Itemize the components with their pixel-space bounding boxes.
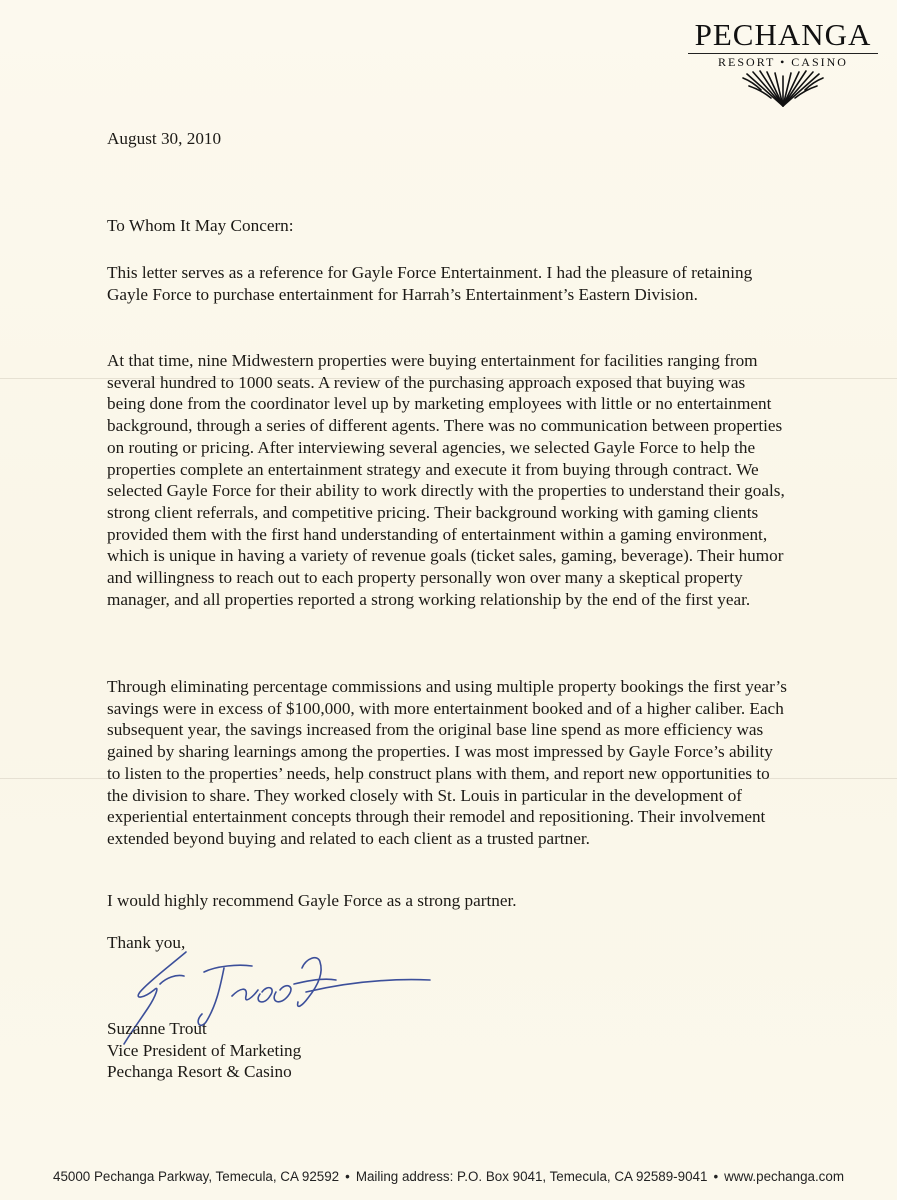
- footer-separator: •: [345, 1169, 350, 1184]
- letterhead-logo: [684, 18, 882, 108]
- footer-mailing-address: Mailing address: P.O. Box 9041, Temecula, CA 92589-9041: [355, 1169, 708, 1184]
- signer-organization: Pechanga Resort & Casino: [107, 1062, 292, 1082]
- signer-title: Vice President of Marketing: [107, 1040, 302, 1060]
- letterhead-name: PECHANGA: [694, 17, 872, 52]
- pechanga-feather-emblem-icon: [733, 70, 833, 108]
- letterhead-subtitle: RESORT • CASINO: [718, 55, 848, 69]
- letter-salutation: To Whom It May Concern:: [107, 216, 294, 235]
- letter-paragraph: At that time, nine Midwestern properties were buying entertainment for facilities ranging from several hundred to 1000 seats. A review of the purchasing approach exposed that buying was being done from the coordinator level up by marketing employees with little or no entertainment background, through a series of different agents. There was no communication between properties on routing or pricing. After interviewing several agencies, we selected Gayle Force to help the properties complete an entertainment strategy and execute it from buying through contract. We selected Gayle Force for their ability to work directly with the properties to understand their goals, strong client referrals, and competitive pricing. Their background working with gaming clients provided them with the first hand understanding of entertainment within a gaming environment, which is unique in having a variety of revenue goals (ticket sales, gaming, beverage). Their humor and willingness to reach out to each property personally won over many a skeptical property manager, and all properties reported a strong working relationship by the end of the first year.: [107, 351, 785, 609]
- letter-paragraph: Through eliminating percentage commissions and using multiple property bookings the first year’s savings were in excess of $100,000, with more entertainment booked and of a higher caliber. Each subsequent year, the savings increased from the original base line spend as more efficiency was gained by sharing learnings among the properties. I was most impressed by Gayle Force’s ability to listen to the properties’ needs, help construct plans with them, and report new opportunities to the division to share. They worked closely with St. Louis in particular in the development of experiential entertainment concepts through their remodel and repositioning. Their involvement extended beyond buying and related to each client as a trusted partner.: [107, 677, 787, 848]
- footer-separator: •: [713, 1169, 719, 1184]
- letterhead-footer: [0, 1169, 897, 1184]
- letter-paragraph: This letter serves as a reference for Gayle Force Entertainment. I had the pleasure of retaining Gayle Force to purchase entertainment for Harrah’s Entertainment’s Eastern Division.: [107, 263, 753, 304]
- letter-date: August 30, 2010: [107, 129, 222, 148]
- footer-street-address: 45000 Pechanga Parkway, Temecula, CA 92592: [53, 1169, 340, 1184]
- signer-name: Suzanne Trout: [107, 1019, 207, 1038]
- letter-paragraph: I would highly recommend Gayle Force as a strong partner.: [107, 891, 517, 910]
- signature-block: [107, 1018, 301, 1083]
- letter-closing: Thank you,: [107, 933, 186, 952]
- footer-website-link[interactable]: www.pechanga.com: [724, 1169, 844, 1184]
